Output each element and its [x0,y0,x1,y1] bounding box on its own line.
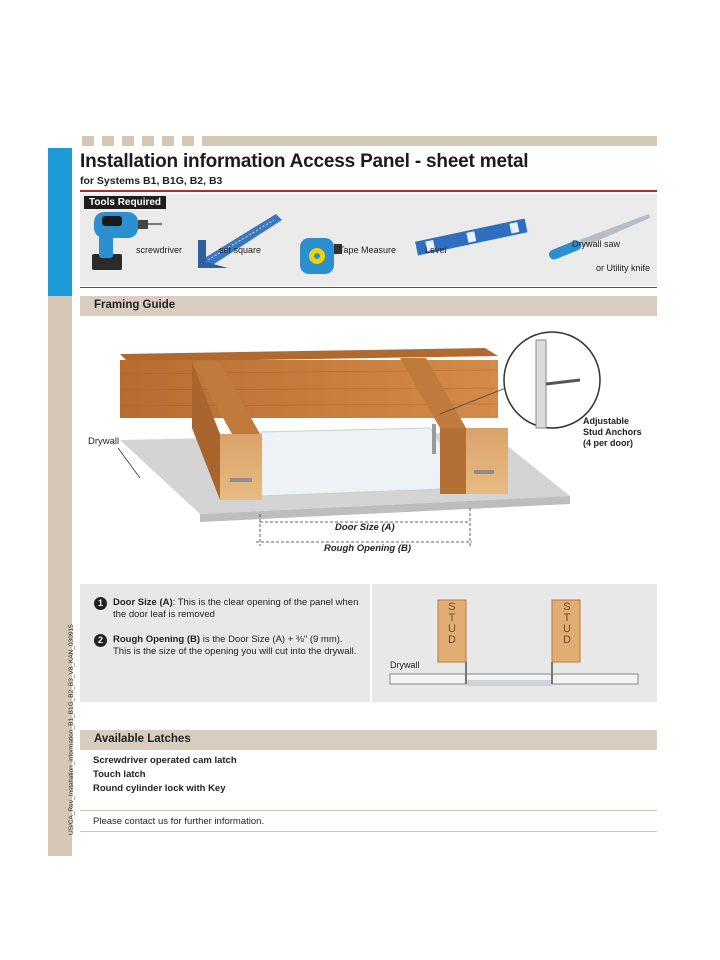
door-size-label: Door Size (A) [335,522,395,533]
stud-detail-drywall-label: Drywall [390,660,420,670]
header-bar [202,136,657,146]
page-title: Installation information Access Panel - sheet metal [80,151,529,172]
contact-rule [80,831,657,832]
accent-strip [48,148,72,296]
drywall-label: Drywall [88,436,120,447]
contact-rule [80,810,657,811]
document-code: US/CA_Rev_Installation_information_B1_B1G_B2_B3_V8_KAN_030915 [68,624,75,835]
drill-icon [92,212,162,270]
stud-label-left: S T U D [448,601,456,646]
latches-header: Available Latches [80,730,657,750]
tool-label-drywall-saw: Drywall saw [572,239,621,249]
tools-illustrations [80,194,657,286]
framing-guide-header: Framing Guide [80,296,657,316]
tools-label: Tools Required [84,196,166,209]
note-rough-opening: Rough Opening (B) is the Door Size (A) + ⅜" (9 mm). This is the size of the opening you will cut into the drywall. [113,634,357,657]
drywall-saw-icon [547,211,651,261]
latch-item: Round cylinder lock with Key [93,783,226,794]
latch-item: Touch latch [93,769,146,780]
note-number-1: 1 [94,597,107,610]
note-door-size: Door Size (A): This is the clear opening of the panel when the door leaf is removed [113,597,359,620]
title-rule [80,190,657,192]
set-square-icon [198,214,282,268]
tool-label-utility-knife: or Utility knife [596,263,651,273]
tool-label-set-square: set square [219,245,262,255]
tool-label-screwdriver: screwdriver [136,245,183,255]
stud-label-right: S T U D [563,601,571,646]
tool-label-tape-measure: Tape Measure [339,245,397,255]
latch-item: Screwdriver operated cam latch [93,755,237,766]
rough-opening-label: Rough Opening (B) [324,543,412,554]
page-subtitle: for Systems B1, B1G, B2, B3 [80,175,223,187]
note-number-2: 2 [94,634,107,647]
stud-anchor-label: Adjustable Stud Anchors (4 per door) [583,416,642,448]
tools-rule [80,287,657,288]
contact-note: Please contact us for further information. [93,816,265,827]
tool-label-level: Level [425,245,447,255]
tape-measure-icon [300,238,342,274]
stud-detail-diagram [372,584,657,702]
